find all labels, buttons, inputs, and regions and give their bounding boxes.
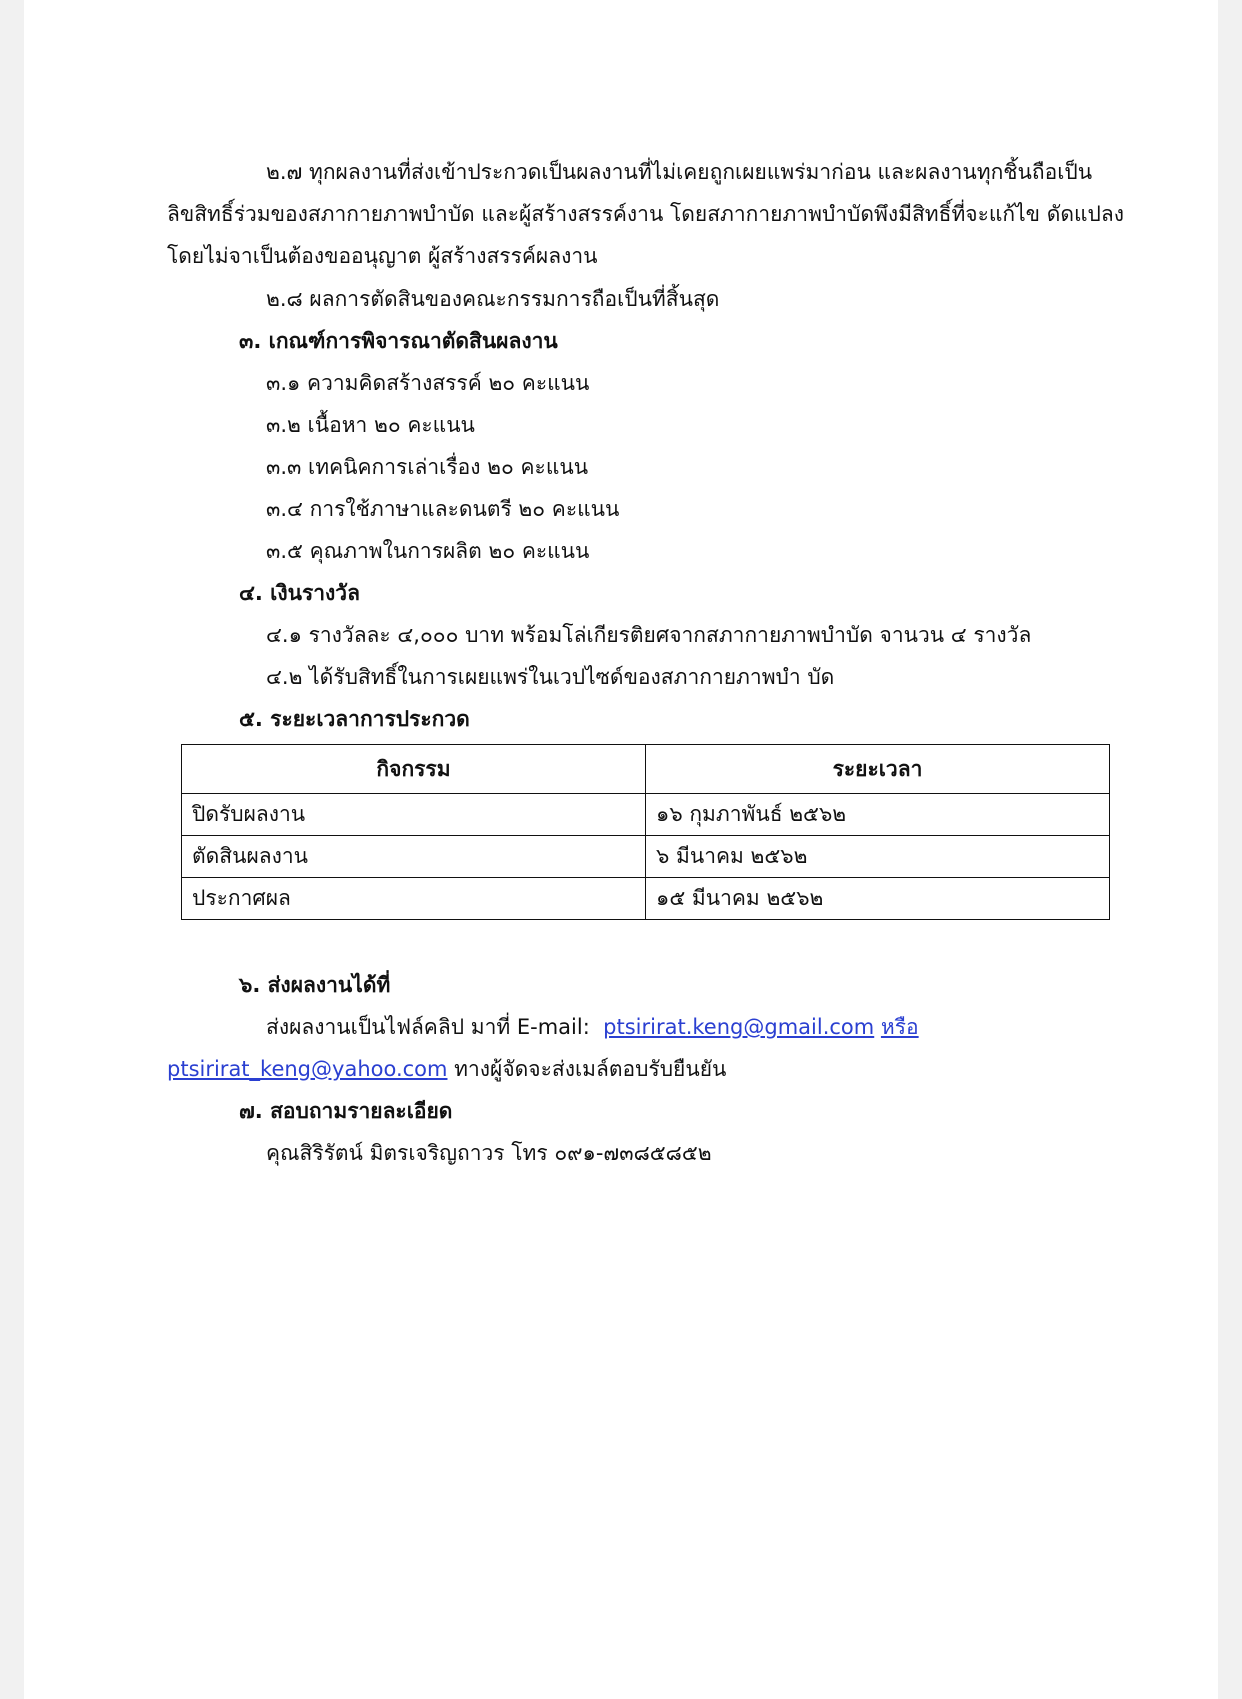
period-cell: ๖ มีนาคม ๒๕๖๒ — [646, 836, 1110, 878]
yahoo-link[interactable]: ptsirirat_keng@yahoo.com — [167, 1057, 448, 1081]
paragraph-2-7-line-3: โดยไม่จาเป็นต้องขออนุญาต ผู้สร้างสรรค์ผลงาน — [167, 244, 598, 268]
section-4-heading: ๔. เงินรางวัล — [239, 581, 360, 605]
paragraph-2-7-line-1: ๒.๗ ทุกผลงานที่ส่งเข้าประกวดเป็นผลงานที่ไม่เคยถูกเผยแพร่มาก่อน และผลงานทุกชิ้นถือเป็น — [266, 160, 1093, 184]
criteria-item: ๓.๕ คุณภาพในการผลิต ๒๐ คะแนน — [266, 539, 590, 563]
criteria-item: ๓.๒ เนื้อหา ๒๐ คะแนน — [266, 413, 475, 437]
criteria-item: ๓.๑ ความคิดสร้างสรรค์ ๒๐ คะแนน — [266, 371, 590, 395]
table-row — [182, 836, 1110, 878]
submission-line-1 — [266, 1012, 919, 1042]
submission-text: ส่งผลงานเป็นไฟล์คลิป มาที่ E-mail: — [266, 1015, 590, 1039]
activity-cell: ปิดรับผลงาน — [182, 794, 646, 836]
gmail-link[interactable]: ptsirirat.keng@gmail.com — [603, 1015, 875, 1039]
paragraph-2-8: ๒.๘ ผลการตัดสินของคณะกรรมการถือเป็นที่สิ้นสุด — [266, 287, 720, 311]
criteria-item: ๓.๔ การใช้ภาษาและดนตรี ๒๐ คะแนน — [266, 497, 620, 521]
table-row — [182, 794, 1110, 836]
table-row — [182, 878, 1110, 920]
column-header-period: ระยะเวลา — [646, 745, 1110, 794]
period-cell: ๑๕ มีนาคม ๒๕๖๒ — [646, 878, 1110, 920]
confirmation-text: ทางผู้จัดจะส่งเมล์ตอบรับยืนยัน — [454, 1057, 727, 1081]
activity-cell: ตัดสินผลงาน — [182, 836, 646, 878]
contact-line: คุณสิริรัตน์ มิตรเจริญถาวร โทร ๐๙๑-๗๓๘๕๘๕๒ — [266, 1141, 712, 1165]
or-link[interactable]: หรือ — [880, 1015, 919, 1039]
section-6-heading: ๖. ส่งผลงานได้ที่ — [239, 973, 391, 997]
table-header-row — [182, 745, 1110, 794]
section-5-heading: ๕. ระยะเวลาการประกวด — [239, 707, 470, 731]
section-7-heading: ๗. สอบถามรายละเอียด — [239, 1099, 453, 1123]
prize-item: ๔.๒ ได้รับสิทธิ์ในการเผยแพร่ในเวปไซด์ของสภากายภาพบำ บัด — [266, 665, 835, 689]
section-3-heading: ๓. เกณฑ์การพิจารณาตัดสินผลงาน — [239, 329, 558, 353]
criteria-item: ๓.๓ เทคนิคการเล่าเรื่อง ๒๐ คะแนน — [266, 455, 589, 479]
activity-cell: ประกาศผล — [182, 878, 646, 920]
document-page — [24, 0, 1218, 1699]
submission-line-2 — [167, 1054, 726, 1084]
paragraph-2-7-line-2: ลิขสิทธิ์ร่วมของสภากายภาพบำบัด และผู้สร้างสรรค์งาน โดยสภากายภาพบำบัดพึงมีสิทธิ์ที่จะแก้ไข ดัดแปลง — [167, 202, 1124, 226]
prize-item: ๔.๑ รางวัลละ ๔,๐๐๐ บาท พร้อมโล่เกียรติยศจากสภากายภาพบำบัด จานวน ๔ รางวัล — [266, 623, 1032, 647]
period-cell: ๑๖ กุมภาพันธ์ ๒๕๖๒ — [646, 794, 1110, 836]
column-header-activity: กิจกรรม — [182, 745, 646, 794]
schedule-table — [181, 744, 1110, 920]
